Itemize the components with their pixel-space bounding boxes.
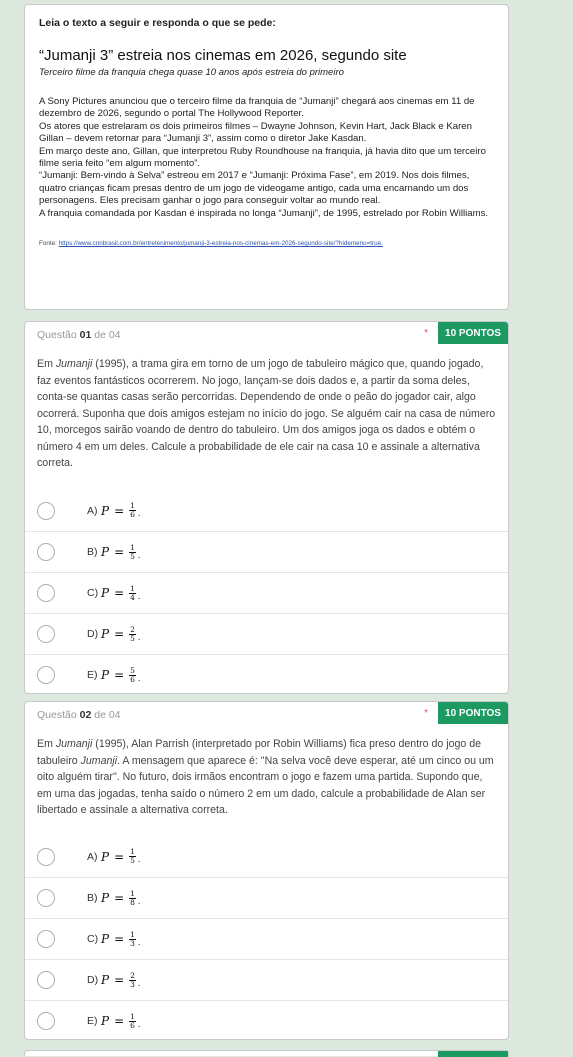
alternative-option[interactable] — [25, 1000, 508, 1041]
required-asterisk: * — [424, 328, 428, 339]
formula-equals: = — [114, 545, 125, 559]
alternative-formula — [101, 888, 140, 908]
alternative-letter: B) — [87, 892, 98, 904]
radio-button[interactable] — [37, 625, 55, 643]
fraction-denominator: 6 — [130, 1020, 135, 1030]
fraction-denominator: 5 — [130, 551, 135, 561]
formula-variable: P — [101, 932, 110, 946]
formula-variable: P — [101, 1014, 110, 1028]
alternative-formula — [101, 665, 140, 685]
formula-equals: = — [114, 586, 125, 600]
stmt-text: Em — [37, 358, 56, 370]
radio-button[interactable] — [37, 666, 55, 684]
radio-button[interactable] — [37, 502, 55, 520]
stmt-text: Em — [37, 738, 56, 750]
alternative-letter: D) — [87, 628, 99, 640]
stmt-italic: Jumanji — [80, 754, 118, 767]
alternative-letter: A) — [87, 504, 98, 517]
formula-fraction — [129, 626, 136, 643]
article-paragraph: “Jumanji: Bem-vindo à Selva” estreou em 2017 e “Jumanji: Próxima Fase”, em 2019. Nos dois filmes, quatro crianças ficam presas dentro de um jogo de videogame antigo, cada uma encarnando um dos personagens. Eles precisam ganhar o jogo para conseguir voltar ao mundo real. — [39, 170, 470, 207]
fraction-denominator: 5 — [130, 633, 135, 643]
next-question-card-edge — [24, 1050, 509, 1056]
fraction-denominator: 8 — [130, 897, 135, 907]
points-badge-edge — [438, 1051, 508, 1057]
question-total: de 04 — [91, 329, 121, 341]
formula-period: . — [137, 509, 141, 518]
article-subhead: Terceiro filme da franquia chega quase 10 anos após estreia do primeiro — [39, 67, 344, 78]
article-paragraph: A Sony Pictures anunciou que o terceiro filme da franquia de “Jumanji” chegará aos cinemas em 11 de dezembro de 2026, segundo o portal The Hollywood Reporter. — [39, 96, 475, 120]
formula-period: . — [137, 937, 141, 947]
question-label — [37, 709, 121, 721]
alternative-option[interactable] — [25, 613, 508, 654]
alternative-letter: D) — [87, 974, 99, 986]
question-total: de 04 — [91, 709, 121, 721]
alternatives-list — [25, 490, 508, 695]
fraction-numerator: 2 — [130, 624, 135, 634]
stmt-italic: Jumanji — [55, 738, 93, 750]
fraction-numerator: 1 — [130, 1011, 135, 1021]
fraction-denominator: 4 — [130, 592, 135, 602]
radio-button[interactable] — [37, 848, 55, 866]
fraction-numerator: 1 — [130, 542, 135, 552]
alternative-formula — [101, 929, 140, 949]
formula-equals: = — [114, 668, 125, 682]
fraction-numerator: 2 — [130, 970, 135, 980]
article-paragraph: A franquia comandada por Kasdan é inspirada no longa “Jumanji”, de 1995, estrelado por Robin Williams. — [39, 207, 489, 219]
question-statement — [25, 356, 508, 472]
formula-fraction — [129, 502, 136, 519]
points-badge: 10 PONTOS — [438, 702, 508, 724]
alternative-formula — [101, 847, 140, 867]
article-paragraph: Em março deste ano, Gillan, que interpretou Ruby Roundhouse na franquia, já havia dito que um terceiro filme seria feito “em algum momento”. — [39, 145, 486, 170]
alternative-option[interactable] — [25, 572, 508, 613]
formula-equals: = — [114, 849, 125, 864]
formula-fraction — [129, 890, 136, 907]
formula-equals: = — [114, 1014, 125, 1028]
formula-fraction — [129, 931, 136, 948]
stmt-text: (1995), Alan Parrish (interpretado por Robin Williams) fica preso dentro do jogo de tabuleiro — [37, 738, 481, 767]
formula-equals: = — [114, 932, 125, 946]
formula-period: . — [137, 855, 141, 864]
radio-button[interactable] — [37, 1012, 55, 1030]
question-number: 01 — [79, 329, 92, 341]
question-statement — [25, 736, 508, 819]
alternative-option[interactable] — [25, 918, 508, 959]
fraction-numerator: 1 — [130, 501, 135, 510]
article-paragraph: Os atores que estrelaram os dois primeiros filmes – Dwayne Johnson, Kevin Hart, Jack Black e Karen Gillan – devem retornar para “Jumanji 3”, assim como o diretor Jake Kasdan. — [39, 120, 472, 145]
fraction-denominator: 3 — [130, 979, 135, 989]
alternative-formula — [101, 1011, 140, 1031]
alternative-formula — [101, 501, 140, 521]
points-badge: 10 PONTOS — [438, 322, 508, 344]
question-card-2 — [24, 701, 509, 1040]
article-source — [39, 240, 494, 247]
stmt-text: . A mensagem que aparece é: "Na selva você deve esperar, até um cinco ou um oito alguém tirar". No futuro, dois irmãos encontram o jogo e fazem uma partida. Supondo que, em uma das jogadas, tenha saído o número 2 em um dado, calcule a probabilidade de Alan ser libertado e assinale a alternativa correta. — [37, 754, 494, 816]
alternative-letter: C) — [87, 587, 99, 599]
formula-fraction — [129, 848, 136, 865]
radio-button[interactable] — [37, 930, 55, 948]
formula-fraction — [129, 1013, 136, 1030]
alternative-option[interactable] — [25, 490, 508, 531]
fraction-denominator: 3 — [130, 938, 135, 948]
formula-fraction — [129, 544, 136, 561]
fraction-numerator: 1 — [130, 888, 135, 898]
formula-variable: P — [101, 973, 110, 987]
formula-variable: P — [101, 668, 110, 682]
fraction-denominator: 5 — [130, 856, 135, 865]
fraction-numerator: 5 — [130, 665, 135, 675]
formula-variable: P — [101, 849, 110, 864]
reading-prompt: Leia o texto a seguir e responda o que se pede: — [39, 17, 276, 29]
alternative-option[interactable] — [25, 877, 508, 918]
alternative-formula — [101, 583, 140, 603]
source-link[interactable]: https://www.cnnbrasil.com.br/entretenimento/jumanji-3-estreia-nos-cinemas-em-2026-segundo-site/?hidemenu=true. — [58, 240, 383, 248]
stmt-text: (1995), a trama gira em torno de um jogo de tabuleiro mágico que, quando jogado, faz eventos fantásticos ocorrerem. No jogo, lançam-se dois dados e, a partir da soma deles, conta-se quantas casas serão percorridas. Dependendo de onde o peão do jogador cair, algo ocorrerá. Suponha que dois amigos estejam no início do jogo. Se alguém cair na casa de número 10, morcegos sairão voando de dentro do tabuleiro. Um dos amigos joga os dados e obtém o número 4 em um deles. Calcule a probabilidade de ele cair na casa 10 e assinale a alternativa correta. — [37, 358, 496, 469]
question-number: 02 — [79, 709, 92, 721]
formula-variable: P — [101, 503, 110, 518]
radio-button[interactable] — [37, 584, 55, 602]
alternatives-list — [25, 836, 508, 1041]
formula-variable: P — [101, 627, 110, 641]
alternative-option[interactable] — [25, 959, 508, 1000]
source-label: Fonte: — [39, 240, 59, 248]
alternative-letter: B) — [87, 546, 98, 558]
formula-period: . — [137, 550, 141, 560]
fraction-numerator: 1 — [130, 583, 135, 593]
alternative-formula — [101, 624, 140, 644]
formula-fraction — [129, 972, 136, 989]
question-label-prefix: Questão — [37, 709, 80, 721]
formula-fraction — [129, 667, 136, 684]
fraction-numerator: 1 — [130, 929, 135, 939]
alternative-letter: C) — [87, 933, 99, 945]
question-label — [37, 329, 121, 341]
alternative-option[interactable] — [25, 836, 508, 877]
formula-equals: = — [114, 973, 125, 987]
stmt-italic: Jumanji — [55, 358, 93, 370]
alternative-formula — [101, 542, 140, 562]
alternative-letter: E) — [87, 1015, 98, 1027]
article-headline: “Jumanji 3” estreia nos cinemas em 2026, segundo site — [39, 47, 407, 64]
question-label-prefix: Questão — [37, 329, 80, 341]
alternative-option[interactable] — [25, 531, 508, 572]
formula-period: . — [137, 978, 141, 988]
formula-variable: P — [101, 586, 110, 600]
radio-button[interactable] — [37, 889, 55, 907]
formula-period: . — [137, 632, 141, 642]
alternative-formula — [101, 970, 140, 990]
formula-equals: = — [114, 891, 125, 905]
formula-equals: = — [114, 503, 125, 518]
formula-period: . — [137, 896, 141, 906]
alternative-option[interactable] — [25, 654, 508, 695]
question-header — [25, 322, 508, 352]
alternative-letter: A) — [87, 850, 98, 863]
fraction-numerator: 1 — [130, 847, 135, 856]
fraction-denominator: 6 — [130, 674, 135, 684]
formula-fraction — [129, 585, 136, 602]
formula-period: . — [137, 1019, 141, 1029]
fraction-denominator: 6 — [130, 510, 135, 519]
formula-variable: P — [101, 545, 110, 559]
reading-text-card — [24, 4, 509, 310]
required-asterisk: * — [424, 708, 428, 719]
formula-equals: = — [114, 627, 125, 641]
formula-variable: P — [101, 891, 110, 905]
question-header — [25, 702, 508, 732]
formula-period: . — [137, 673, 141, 683]
formula-period: . — [137, 591, 141, 601]
question-card-1 — [24, 321, 509, 694]
radio-button[interactable] — [37, 971, 55, 989]
radio-button[interactable] — [37, 543, 55, 561]
alternative-letter: E) — [87, 669, 98, 681]
